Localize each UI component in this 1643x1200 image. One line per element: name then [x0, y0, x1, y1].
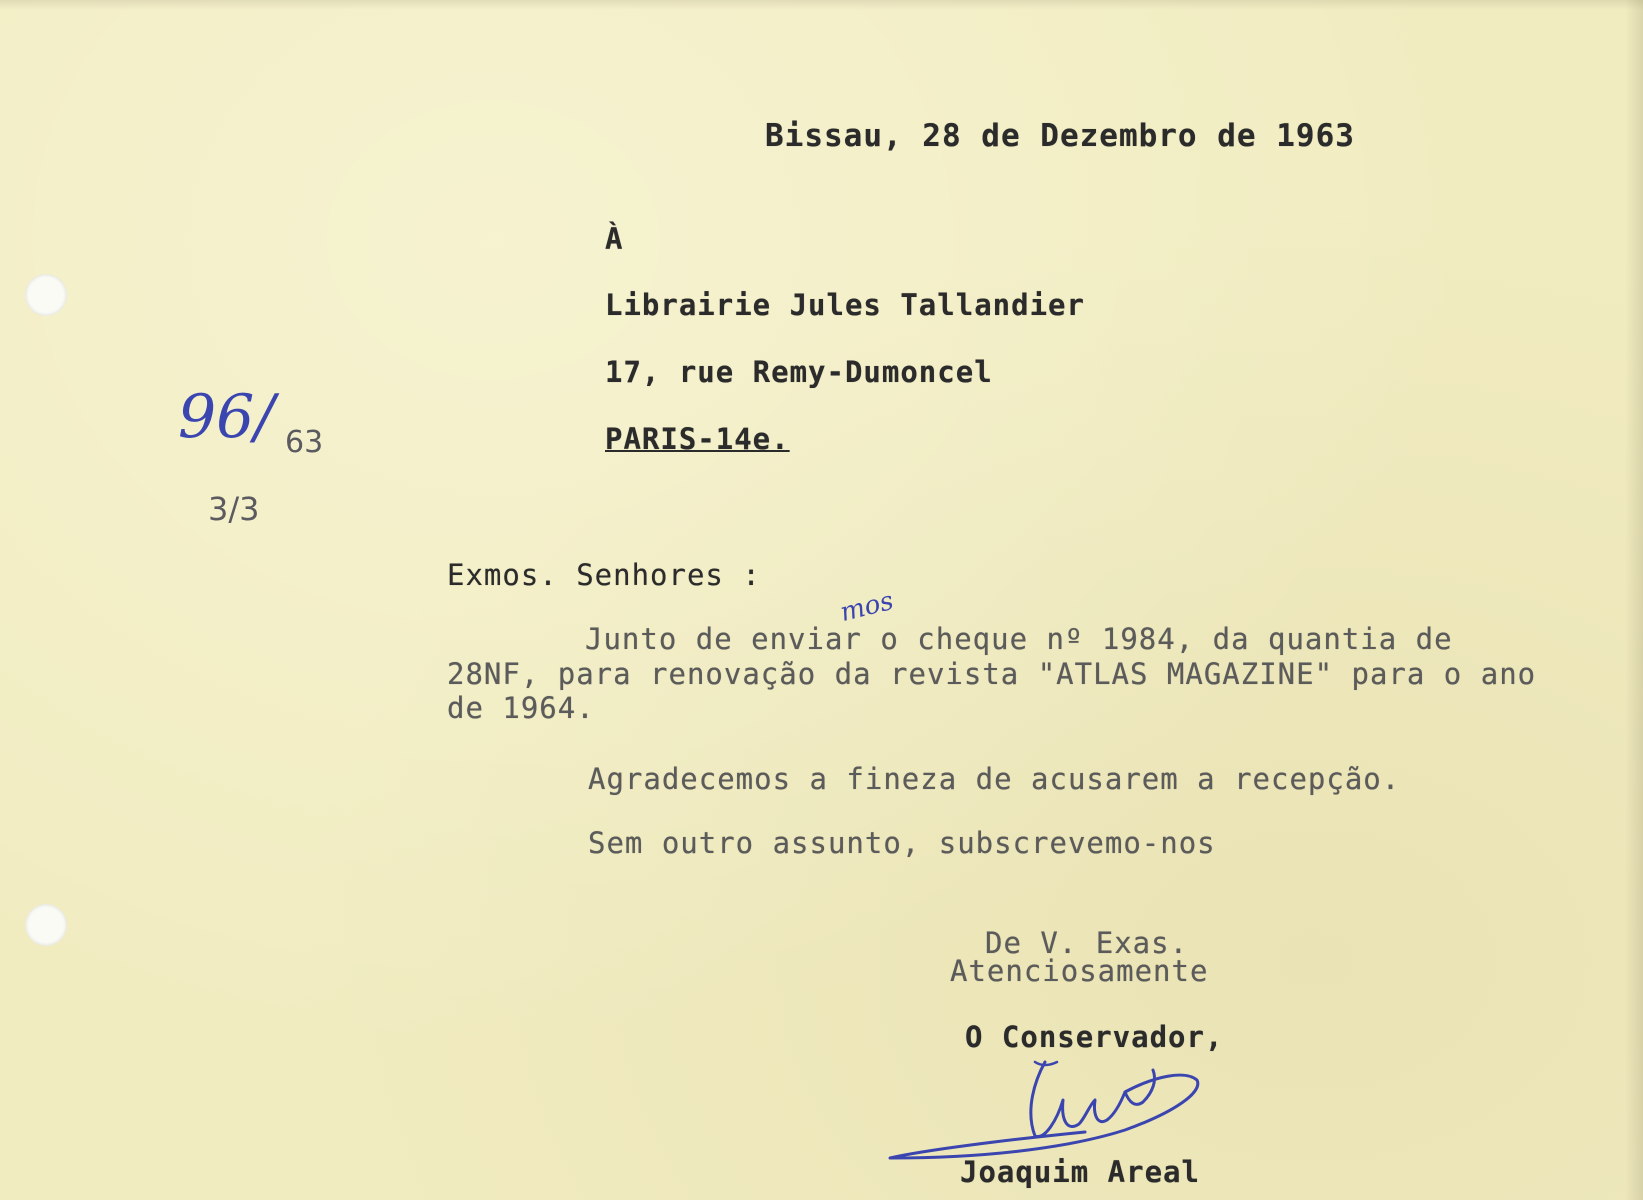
- closing-line: Sem outro assunto, subscrevemo-nos: [588, 826, 1216, 860]
- body-line-3: de 1964.: [447, 691, 595, 725]
- sign-off-line-1: De V. Exas.: [985, 926, 1189, 960]
- punch-hole-top: [25, 274, 67, 316]
- paper-edge-shadow: [1625, 0, 1643, 1200]
- punch-hole-bottom: [25, 904, 67, 946]
- salutation: Exmos. Senhores :: [447, 558, 761, 592]
- signatory-name: Joaquim Areal: [960, 1155, 1200, 1189]
- thanks-line: Agradecemos a fineza de acusarem a recepção.: [588, 762, 1401, 796]
- reference-number-ink: 96/: [178, 382, 275, 452]
- recipient-prefix: À: [605, 222, 624, 256]
- reference-year-pencil: 63: [285, 425, 324, 460]
- signatory-title: O Conservador,: [965, 1020, 1224, 1054]
- recipient-street: 17, rue Remy-Dumoncel: [605, 355, 993, 389]
- recipient-city: PARIS-14e.: [605, 422, 790, 456]
- reference-pages-pencil: 3/3: [208, 490, 260, 528]
- paper-top-shadow: [0, 0, 1643, 10]
- recipient-name: Librairie Jules Tallandier: [605, 288, 1085, 322]
- body-line-1: Junto de enviar o cheque nº 1984, da quantia de: [585, 622, 1453, 656]
- handwritten-signature: [885, 1040, 1215, 1170]
- body-line-2: 28NF, para renovação da revista "ATLAS MAGAZINE" para o ano: [447, 657, 1537, 691]
- date-line: Bissau, 28 de Dezembro de 1963: [765, 118, 1355, 154]
- handwritten-correction: mos: [837, 585, 897, 629]
- sign-off-line-2: Atenciosamente: [950, 954, 1209, 988]
